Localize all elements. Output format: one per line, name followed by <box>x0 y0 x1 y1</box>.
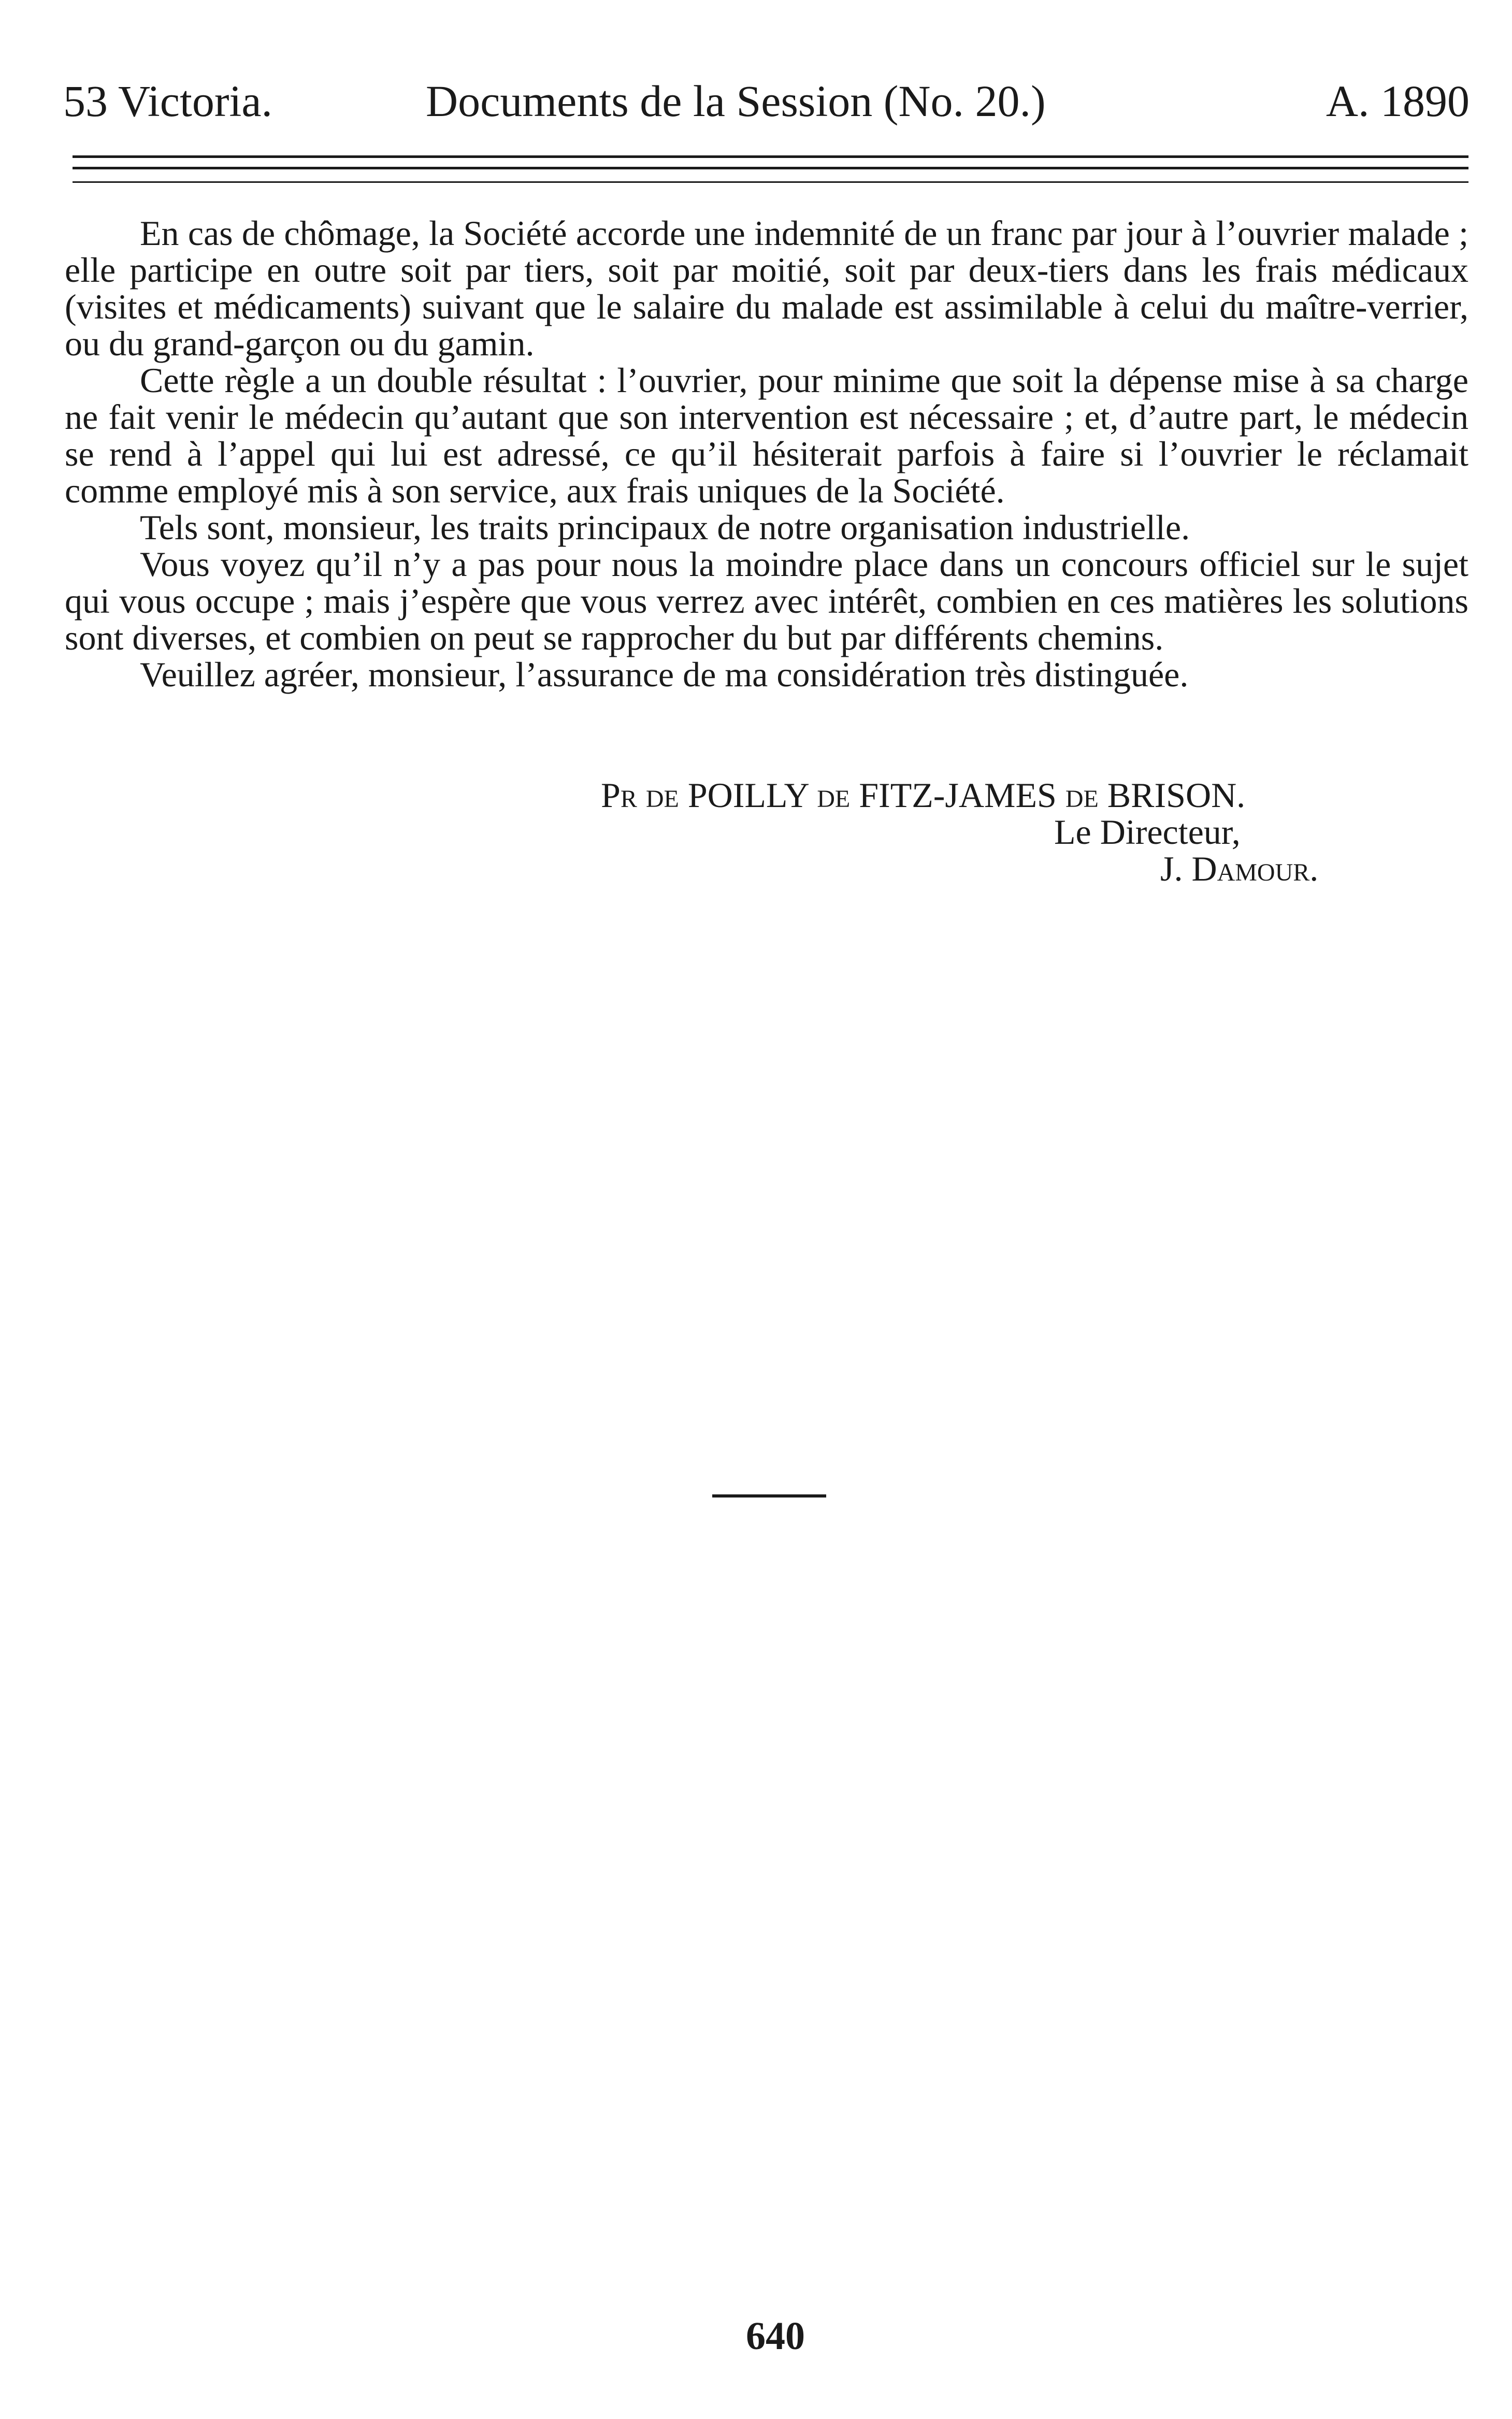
header-rule-bottom <box>73 181 1468 183</box>
page-number: 640 <box>746 2314 805 2358</box>
signature-particle-1: de <box>817 775 851 815</box>
header-rule-top <box>73 155 1468 158</box>
paragraph-concours: Vous voyez qu’il n’y a pas pour nous la moindre place dans un concours officiel sur le sujet qui vous occupe ; mais j’espère que vous verrez avec intérêt, combien en ces matières les solutions sont diverses, et combien on peut se rapprocher du but par différents chemins. <box>65 544 1468 657</box>
running-header <box>63 73 1470 129</box>
header-volume: 53 Victoria. <box>63 76 273 126</box>
header-title: Documents de la Session (No. 20.) <box>426 76 1046 126</box>
signature-title: Le Directeur, <box>1054 812 1241 852</box>
signature-name-poilly: POILLY <box>687 775 809 815</box>
header-year: A. 1890 <box>1326 76 1470 126</box>
signature-director-name: J. Damour. <box>1160 849 1319 888</box>
letter-body <box>65 215 1468 693</box>
paragraph-chomage: En cas de chômage, la Société accorde une indemnité de un franc par jour à l’ouvrier malade ; elle participe en outre soit par tiers, soit par moitié, soit par deux-tiers dans les frais médicaux (visites et médicaments) suivant que le salaire du malade est assimilable à celui du maître-verrier, ou du grand-garçon ou du gamin. <box>65 213 1468 363</box>
paragraph-regle: Cette règle a un double résultat : l’ouvrier, pour minime que soit la dépense mise à sa charge ne fait venir le médecin qu’autant que son intervention est nécessaire ; et, d’autre part, le médecin se rend à l’appel qui lui est adressé, ce qu’il hésiterait parfois à faire si l’ouvrier le réclamait comme employé mis à son service, aux frais uniques de la Société. <box>65 361 1468 510</box>
section-divider <box>712 1494 826 1498</box>
paragraph-traits: Tels sont, monsieur, les traits principaux de notre organisation industrielle. <box>140 508 1190 547</box>
signature-prefix: Pr de <box>601 775 679 815</box>
paragraph-salutation: Veuillez agréer, monsieur, l’assurance de ma considération très distinguée. <box>140 655 1189 694</box>
header-rule-middle <box>73 167 1468 169</box>
signature-particle-2: de <box>1065 775 1099 815</box>
signature-name-fitzjames: FITZ-JAMES <box>859 775 1057 815</box>
signature-company <box>601 777 1245 814</box>
signature-name-brison: BRISON. <box>1107 775 1246 815</box>
